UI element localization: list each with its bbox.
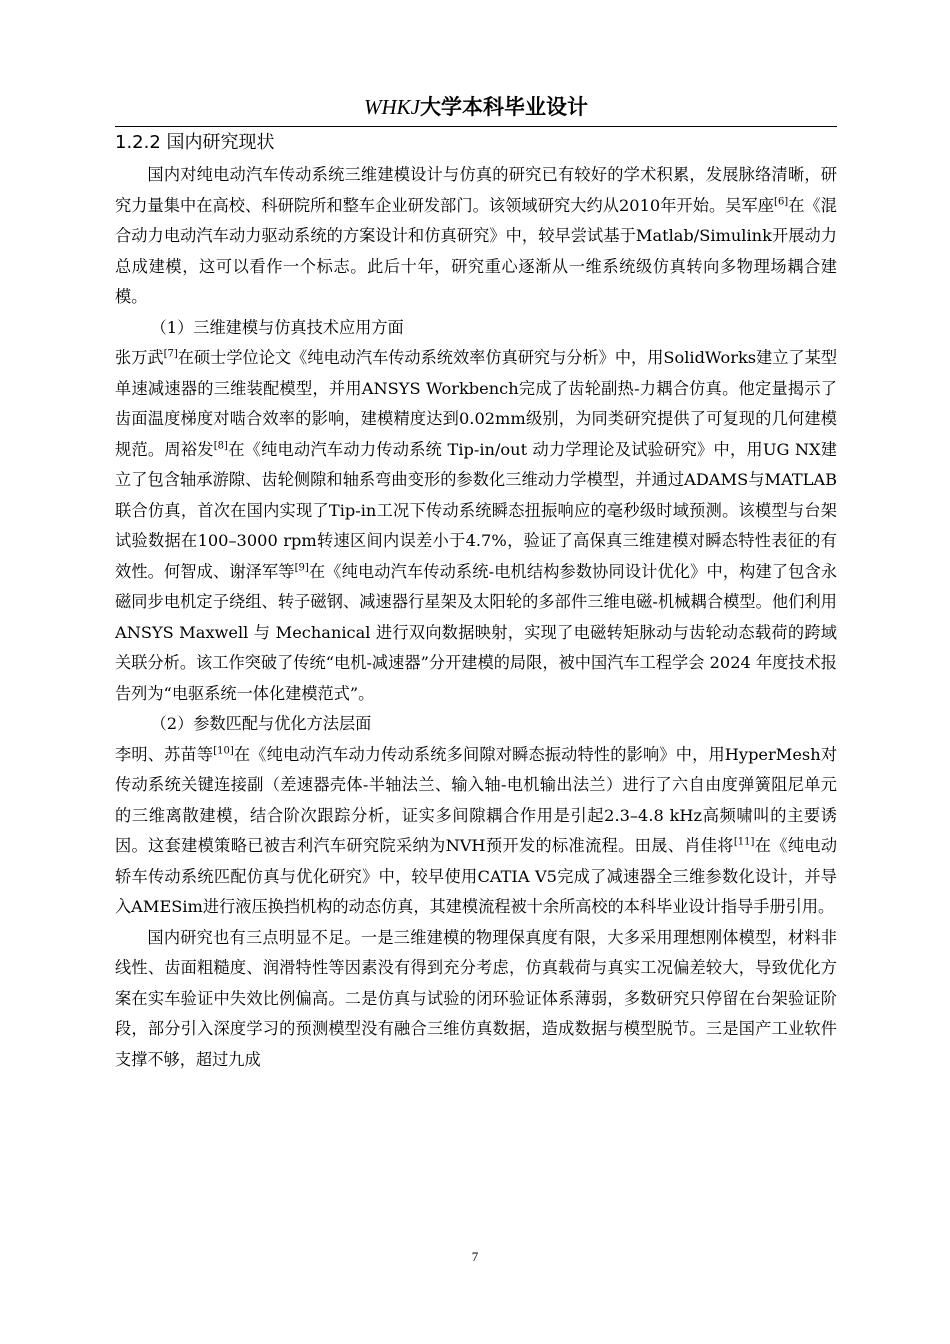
- subheading-2: （2）参数匹配与优化方法层面: [150, 714, 372, 733]
- citation-7: [7]: [163, 348, 178, 360]
- paragraph-2-text-d: 在《纯电动汽车传动系统-电机结构参数协同设计优化》中，构建了包含永磁同步电机定子绕组、转子磁钢、减速器行星架及太阳轮的多部件三维电磁-机械耦合模型。他们利用 ANSYS Maxwell 与 Mechanical 进行双向数据映射，实现了电磁转矩脉动与齿轮动态载荷的跨域关联分析。该工作突破了传统“电机-减速器”分开建模的局限，被中国汽车工程学会 2024 年度技术报告列为“电驱系统一体化建模范式”。: [115, 561, 838, 703]
- page-number: 7: [471, 1249, 479, 1264]
- paragraph-3-text-c: 在《纯电动轿车传动系统匹配仿真与优化研究》中，较早使用CATIA V5完成了减速器全三维参数化设计，并导入AMESim进行液压换挡机构的动态仿真，其建模流程被十余所高校的本科毕业设计指导手册引用。: [115, 836, 838, 916]
- page-body: [115, 126, 837, 1075]
- section-heading: 1.2.2 国内研究现状: [115, 132, 275, 153]
- citation-6: [6]: [774, 196, 789, 208]
- paragraph-2-text-b: 在硕士学位论文《纯电动汽车传动系统效率仿真研究与分析》中，用SolidWorks建立了某型单速减速器的三维装配模型，并用ANSYS Workbench完成了齿轮副热-力耦合仿真。他定量揭示了齿面温度梯度对啮合效率的影响，建模精度达到0.02mm级别，为同类研究提供了可复现的几何建模规范。周裕发: [115, 348, 838, 459]
- subheading-1: （1）三维建模与仿真技术应用方面: [150, 317, 404, 337]
- paragraph-2-text-c: 在《纯电动汽车动力传动系统 Tip-in/out 动力学理论及试验研究》中，用UG NX建立了包含轴承游隙、齿轮侧隙和轴系弯曲变形的参数化三维动力学模型，并通过ADAMS与MATLAB联合仿真，首次在国内实现了Tip-in工况下传动系统瞬态扭振响应的毫秒级时域预测。该模型与台架试验数据在100–3000 rpm转速区间内误差小于4.7%，验证了高保真三维建模对瞬态特性表征的有效性。何智成、谢泽军等: [115, 439, 837, 581]
- header-title: 大学本科毕业设计: [420, 94, 588, 119]
- document-header: [115, 92, 837, 126]
- paragraph-3: [115, 740, 837, 923]
- header-latin: WHKJ: [364, 95, 420, 119]
- paragraph-2: [115, 343, 837, 709]
- paragraph-1-text-b: 在《混合动力电动汽车动力驱动系统的方案设计和仿真研究》中，较早尝试基于Matlab/Simulink开展动力总成建模，这可以看作一个标志。此后十年，研究重心逐渐从一维系统级仿真转向多物理场耦合建模。: [115, 195, 837, 306]
- paragraph-3-text-a: 李明、苏苗等: [115, 744, 214, 764]
- citation-11: [11]: [733, 836, 755, 848]
- citation-8: [8]: [213, 440, 228, 452]
- citation-10: [10]: [213, 745, 234, 757]
- paragraph-4: 国内研究也有三点明显不足。一是三维建模的物理保真度有限，大多采用理想刚体模型，材料非线性、齿面粗糙度、润滑特性等因素没有得到充分考虑，仿真载荷与真实工况偏差较大，导致优化方案在实车验证中失效比例偏高。二是仿真与试验的闭环验证体系薄弱，多数研究只停留在台架验证阶段，部分引入深度学习的预测模型没有融合三维仿真数据，造成数据与模型脱节。三是国产工业软件支撑不够，超过九成: [115, 927, 837, 1069]
- paragraph-1: [115, 160, 837, 313]
- citation-9: [9]: [294, 562, 309, 574]
- paragraph-2-text-a: 张万武: [115, 348, 164, 367]
- paragraph-3-text-b: 在《纯电动汽车动力传动系统多间隙对瞬态振动特性的影响》中，用HyperMesh对传动系统关键连接副（差速器壳体-半轴法兰、输入轴-电机输出法兰）进行了六自由度弹簧阻尼单元的三维离散建模，结合阶次跟踪分析，证实多间隙耦合作用是引起2.3–4.8 kHz高频啸叫的主要诱因。这套建模策略已被吉利汽车研究院采纳为NVH预开发的标准流程。田晟、肖佳将: [115, 744, 838, 855]
- paragraph-1-text: 国内对纯电动汽车传动系统三维建模设计与仿真的研究已有较好的学术积累，发展脉络清晰，研究力量集中在高校、科研院所和整车企业研发部门。该领域研究大约从2010年开始。吴军座: [115, 165, 837, 215]
